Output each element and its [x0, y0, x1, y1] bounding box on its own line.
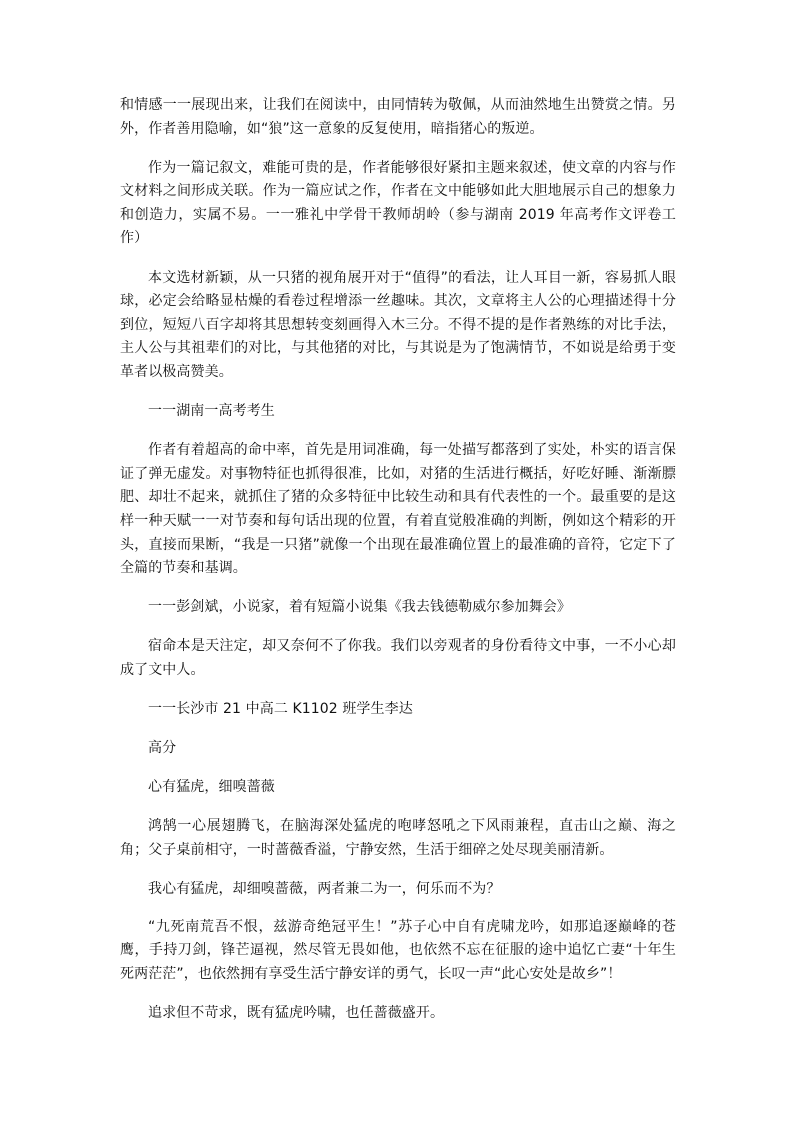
attribution-hunan-student: 一一湖南一高考考生: [148, 403, 275, 420]
essay-paragraph-3: “九死南荒吾不恨，兹游奇绝冠平生！”苏子心中自有虎啸龙吟，如那追逐巅峰的苍鹰，手持刀剑，锋芒逼视，然尽管无畏如他，也依然不忘在征服的途中追忆亡妻“十年生死两茫茫”，也依然拥有享受生活宁静安详的勇气，长叹一声“此心安处是故乡”！: [120, 918, 676, 982]
paragraph-commentary-hu-ling: 作为一篇记叙文，难能可贵的是，作者能够很好紧扣主题来叙述，使文章的内容与作文材料之间形成关联。作为一篇应试之作，作者在文中能够如此大胆地展示自己的想象力和创造力，实属不易。一一雅礼中学骨干教师胡岭（参与湖南 2019 年高考作文评卷工作）: [120, 159, 676, 247]
essay-paragraph-4: 追求但不苛求，既有猛虎吟啸，也任蔷薇盛开。: [148, 1004, 445, 1021]
attribution-li-da: 一一长沙市 21 中高二 K1102 班学生李达: [148, 700, 413, 717]
attribution-peng-jianbin: 一一彭剑斌，小说家，着有短篇小说集《我去钱德勒威尔参加舞会》: [148, 599, 571, 616]
essay-paragraph-1: 鸿鹄一心展翅腾飞，在脑海深处猛虎的咆哮怒吼之下风雨兼程，直击山之巅、海之角；父子桌前相守，一时蔷薇香溢，宁静安然，生活于细碎之处尽现美丽清新。: [120, 818, 676, 858]
paragraph-commentary-peng: 作者有着超高的命中率，首先是用词准确，每一处描写都落到了实处，朴实的语言保证了弹无虚发。对事物特征也抓得很准，比如，对猪的生活进行概括，好吃好睡、渐渐膘肥、却壮不起来，就抓住了猪的众多特征中比较生动和具有代表性的一个。最重要的是这样一种天赋一一对节奏和每句话出现的位置，有着直觉般准确的判断，例如这个精彩的开头，直接而果断，“我是一只猪”就像一个出现在最准确位置上的最准确的音符，它定下了全篇的节奏和基调。: [120, 442, 676, 577]
essay-paragraph-2: 我心有猛虎，却细嗅蔷薇，两者兼二为一，何乐而不为？: [148, 880, 501, 897]
paragraph-commentary-student: 本文选材新颖，从一只猪的视角展开对于“值得”的看法，让人耳目一新，容易抓人眼球，必定会给略显枯燥的看卷过程增添一丝趣味。其次，文章将主人公的心理描述得十分到位，短短八百字却将其思想转变刻画得入木三分。不得不提的是作者熟练的对比手法，主人公与其祖辈们的对比，与其他猪的对比，与其说是为了饱满情节，不如说是给勇于变革者以极高赞美。: [120, 269, 676, 380]
document-page: [120, 94, 676, 1025]
section-heading-high-score: 高分: [148, 740, 177, 757]
paragraph-commentary-li-da: 宿命本是天注定，却又奈何不了你我。我们以旁观者的身份看待文中事，一不小心却成了文中人。: [120, 638, 676, 678]
essay-title: 心有猛虎，细嗅蔷薇: [148, 779, 275, 796]
paragraph-continuation: 和情感一一展现出来，让我们在阅读中，由同情转为敬佩，从而油然地生出赞赏之情。另外，作者善用隐喻，如“狼”这一意象的反复使用，暗指猪心的叛逆。: [120, 97, 676, 137]
